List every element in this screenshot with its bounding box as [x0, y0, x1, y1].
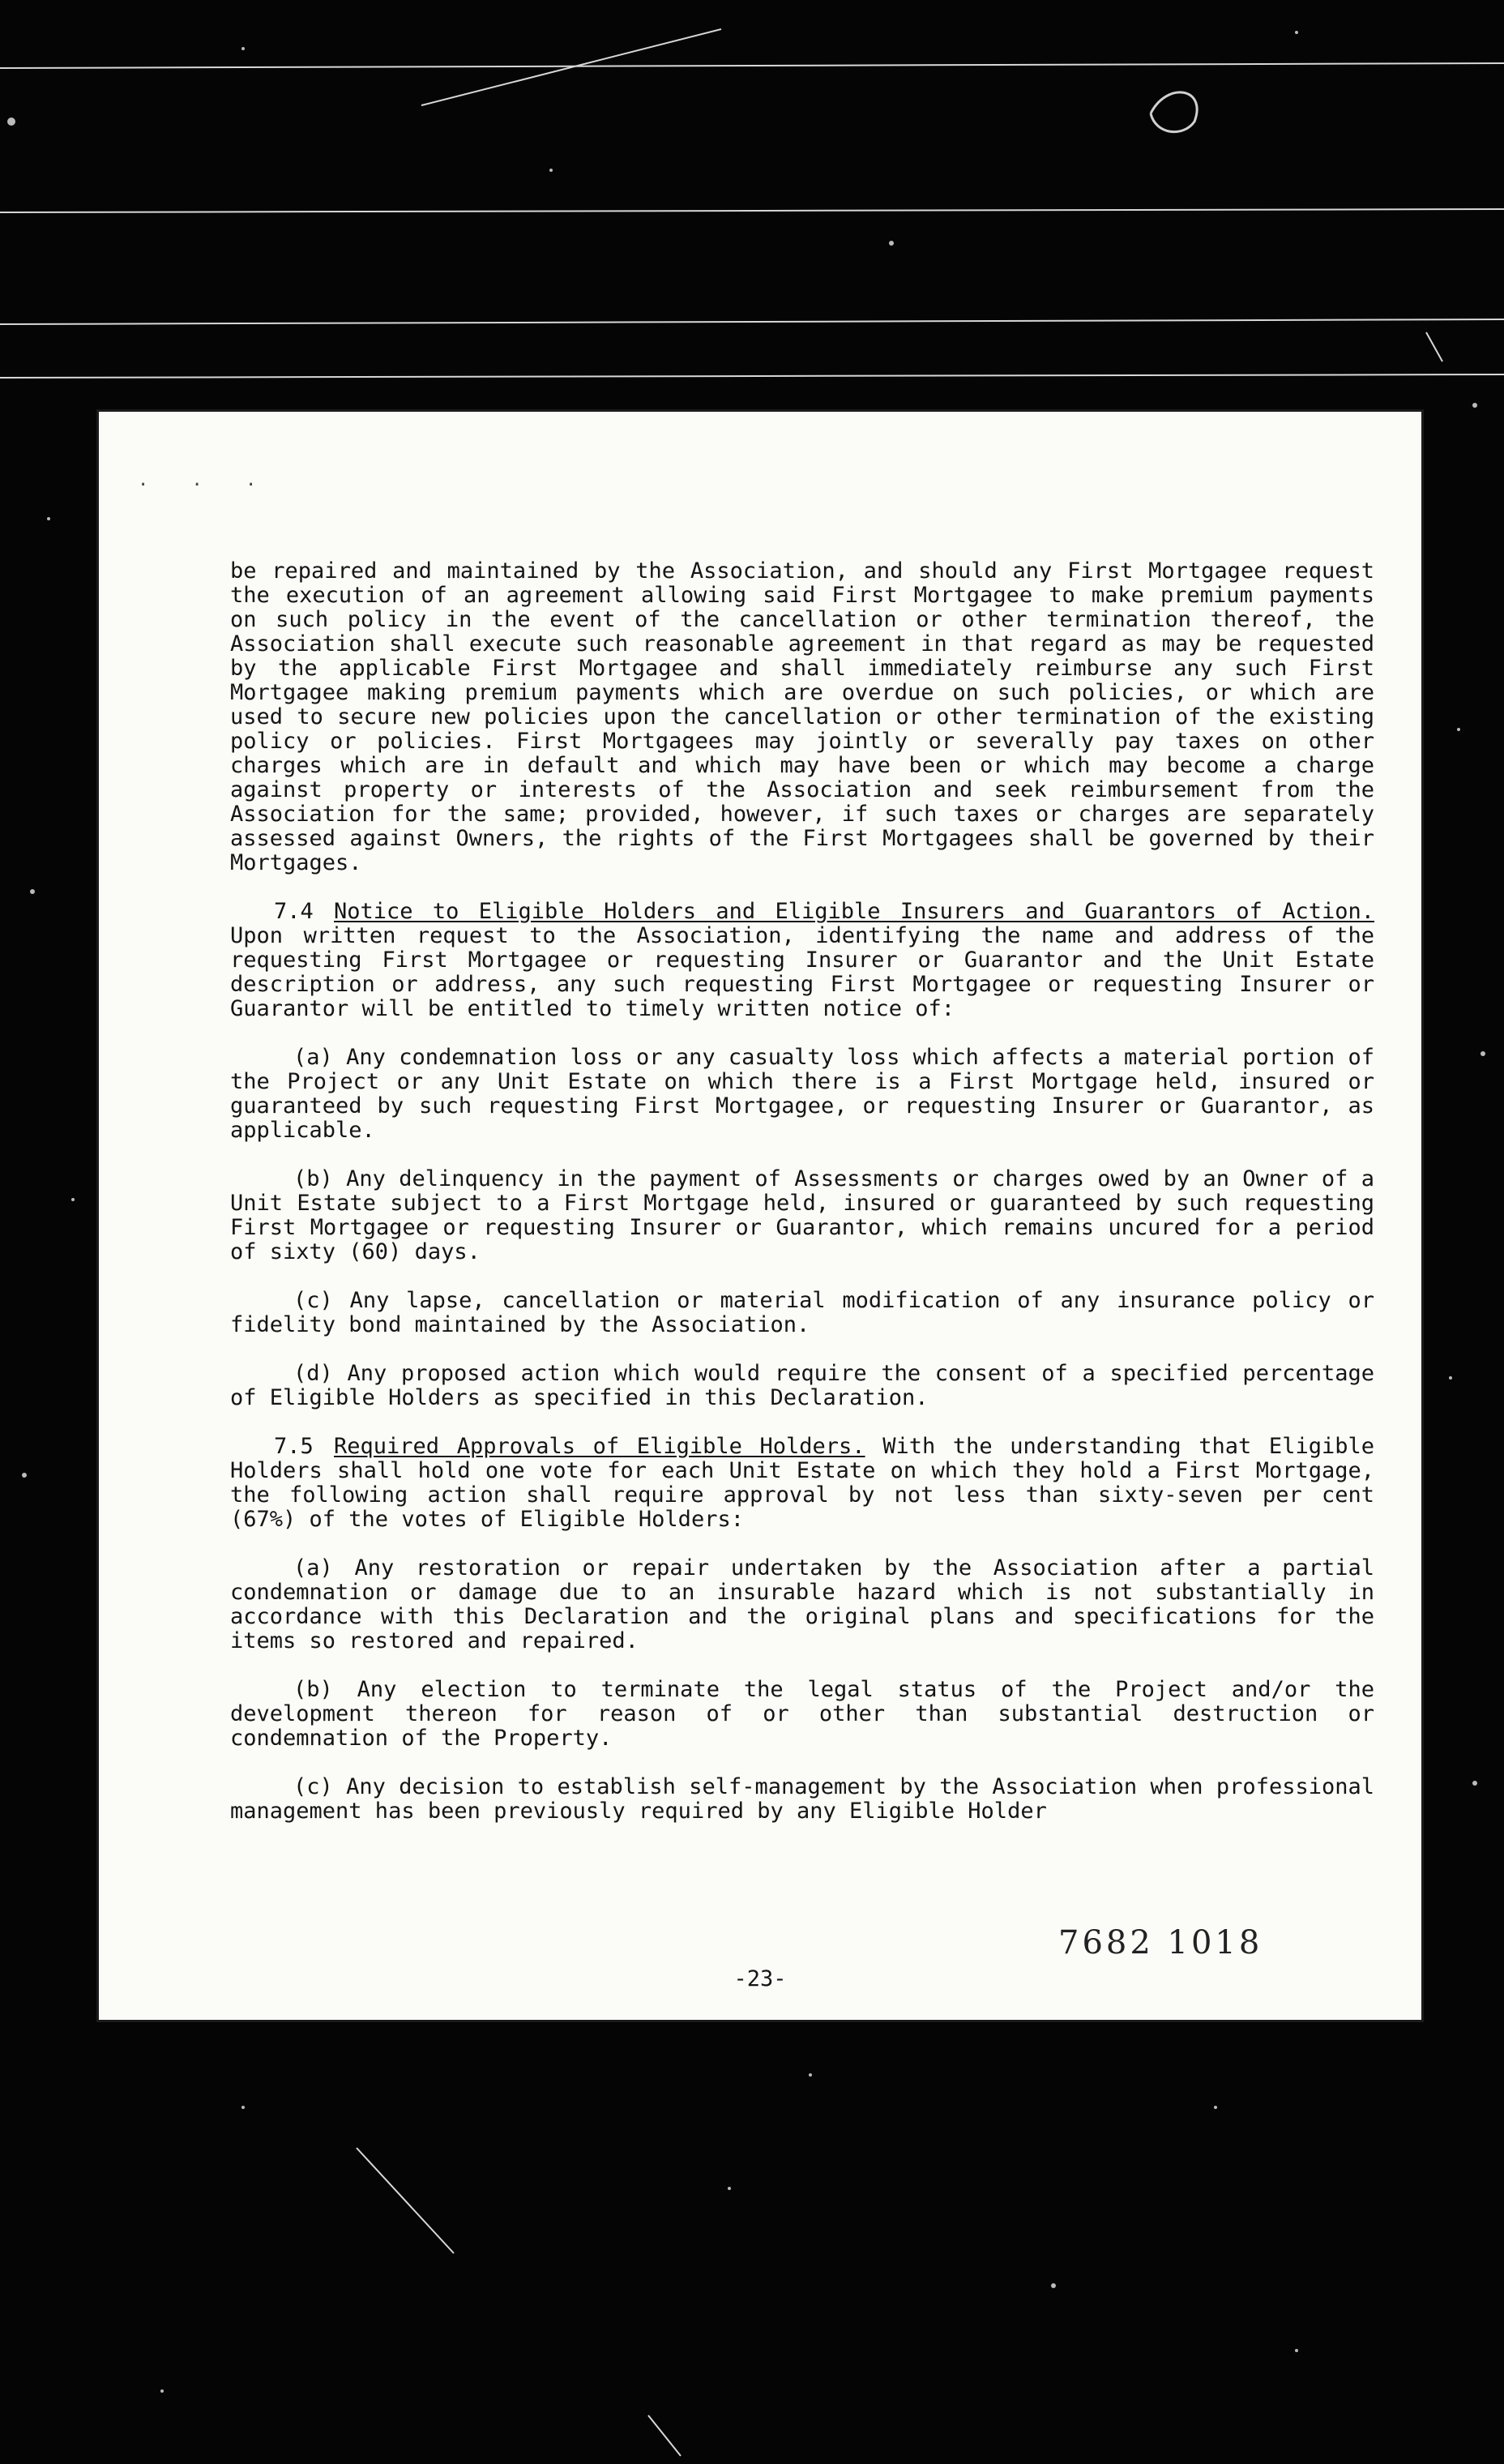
page-number: -23-	[733, 1966, 787, 1991]
item-label: (a)	[293, 1555, 333, 1581]
carryover-paragraph: be repaired and maintained by the Association, and should any First Mortgagee request the execution of an agreement allowing said First Mortgagee to make premium payments on such policy in the event of the cancellation or other termination thereof, the Association shall execute such reasonable agreement in that regard as may be requested by the applicable First Mortgagee and shall immediately reimburse any such First Mortgagee making premium payments which are overdue on such policies, or which are used to secure new policies upon the cancellation or other termination of the existing policy or policies. First Mortgagees may jointly or severally pay taxes on other charges which are in default and which may have been or which may become a charge against property or interests of the Association and seek reimbursement from the Association for the same; provided, however, if such taxes or charges are separately assessed against Owners, the rights of the First Mortgagees shall be governed by their Mortgages.	[230, 558, 1374, 875]
document-page	[99, 412, 1421, 2020]
item-text: Any lapse, cancellation or material modification of any insurance policy or fidelity bond maintained by the Association.	[230, 1288, 1375, 1337]
item-text: Any proposed action which would require the consent of a specified percentage of Eligible Holders as specified in this Declaration.	[230, 1361, 1374, 1410]
section-7-4-item-c	[230, 1289, 1374, 1337]
section-7-4-number: 7.4	[274, 899, 314, 924]
item-label: (d)	[293, 1361, 333, 1386]
section-7-5-title: Required Approvals of Eligible Holders.	[334, 1434, 865, 1459]
item-text: Any condemnation loss or any casualty loss which affects a material portion of the Project or any Unit Estate on which there is a First Mortgage held, insured or guaranteed by such requesting First Mortgagee, or requesting Insurer or Guarantor, as applicable.	[230, 1045, 1374, 1143]
item-label: (b)	[293, 1166, 333, 1191]
section-7-4-title: Notice to Eligible Holders and Eligible Insurers and Guarantors of Action.	[334, 899, 1374, 924]
item-text: Any delinquency in the payment of Assessments or charges owed by an Owner of a Unit Estate subject to a First Mortgage held, insured or guaranteed by such requesting First Mortgagee or requesting Insurer or Guarantor, which remains uncured for a period of sixty (60) days.	[230, 1166, 1374, 1264]
item-text: Any decision to establish self-management by the Association when professional management has been previously required by any Eligible Holder	[230, 1774, 1374, 1824]
section-7-4-body: Upon written request to the Association, identifying the name and address of the requesting First Mortgagee or requesting Insurer or Guarantor and the Unit Estate description or address, any such requesting First Mortgagee or requesting Insurer or Guarantor will be entitled to timely written notice of:	[230, 923, 1374, 1021]
section-7-5-item-c	[230, 1775, 1374, 1824]
section-7-5-item-b	[230, 1678, 1374, 1751]
item-label: (b)	[293, 1677, 333, 1702]
section-7-4-item-b	[230, 1167, 1374, 1264]
item-label: (c)	[293, 1774, 333, 1799]
section-7-5-paragraph	[230, 1435, 1374, 1532]
speck-marks: · · ·	[138, 475, 273, 495]
document-text	[230, 559, 1374, 1824]
section-7-4-item-a	[230, 1046, 1374, 1143]
item-text: Any election to terminate the legal status of the Project and/or the development thereon for reason of or other than substantial destruction or condemnation of the Property.	[230, 1677, 1374, 1751]
section-7-5-number: 7.5	[274, 1434, 314, 1459]
recording-stamp: 7682 1018	[1058, 1924, 1263, 1961]
item-label: (a)	[293, 1045, 333, 1070]
section-7-5-body: With the understanding that Eligible Holders shall hold one vote for each Unit Estate on which they hold a First Mortgage, the following action shall require approval by not less than sixty-seven per cent (67%) of the votes of Eligible Holders:	[230, 1434, 1374, 1532]
item-label: (c)	[293, 1288, 333, 1313]
section-7-5-item-a	[230, 1556, 1374, 1653]
section-7-4-paragraph	[230, 900, 1374, 1021]
item-text: Any restoration or repair undertaken by the Association after a partial condemnation or damage due to an insurable hazard which is not substantially in accordance with this Declaration and the original plans and specifications for the items so restored and repaired.	[230, 1555, 1374, 1653]
section-7-4-item-d	[230, 1362, 1374, 1410]
